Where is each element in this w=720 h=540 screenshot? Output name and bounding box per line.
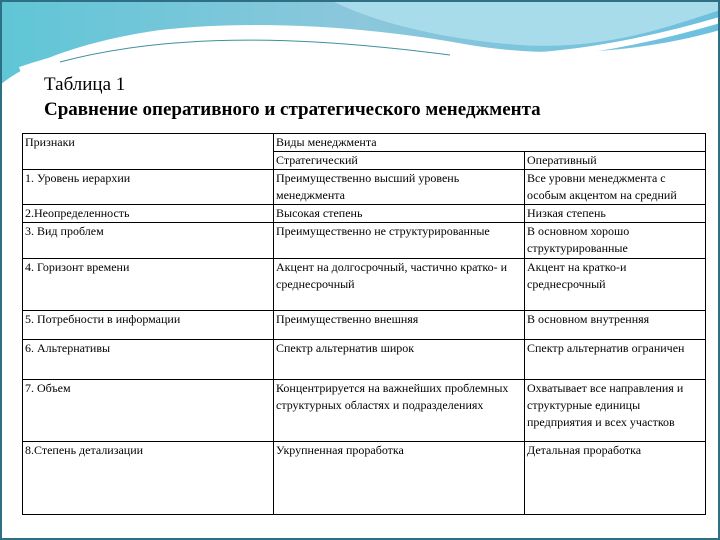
- header-strategic: Стратегический: [274, 152, 525, 170]
- header-operational: Оперативный: [525, 152, 706, 170]
- table-row: 6. Альтернативы Спектр альтернатив широк Спектр альтернатив ограничен: [23, 340, 706, 380]
- table-row: 2.Неопределенность Высокая степень Низкая степень: [23, 205, 706, 223]
- comparison-table: [22, 133, 706, 515]
- slide-title: Сравнение оперативного и стратегического менеджмента: [44, 99, 541, 120]
- table-row: 7. Объем Концентрируется на важнейших проблемных структурных областях и подразделениях Охватывает все направления и структурные единицы предприятия и всех участков: [23, 380, 706, 442]
- table-row: 4. Горизонт времени Акцент на долгосрочный, частично кратко- и среднесрочный Акцент на кратко-и среднесрочный: [23, 259, 706, 311]
- table-row: 8.Степень детализации Укрупненная проработка Детальная проработка: [23, 442, 706, 515]
- table-row: 3. Вид проблем Преимущественно не структурированные В основном хорошо структурированные: [23, 223, 706, 259]
- table-row: 5. Потребности в информации Преимущественно внешняя В основном внутренняя: [23, 311, 706, 340]
- header-types: Виды менеджмента: [274, 134, 706, 152]
- table-number: Таблица 1: [44, 74, 126, 95]
- table-row: 1. Уровень иерархии Преимущественно высший уровень менеджмента Все уровни менеджмента с особым акцентом на средний: [23, 170, 706, 205]
- header-criteria: Признаки: [23, 134, 274, 170]
